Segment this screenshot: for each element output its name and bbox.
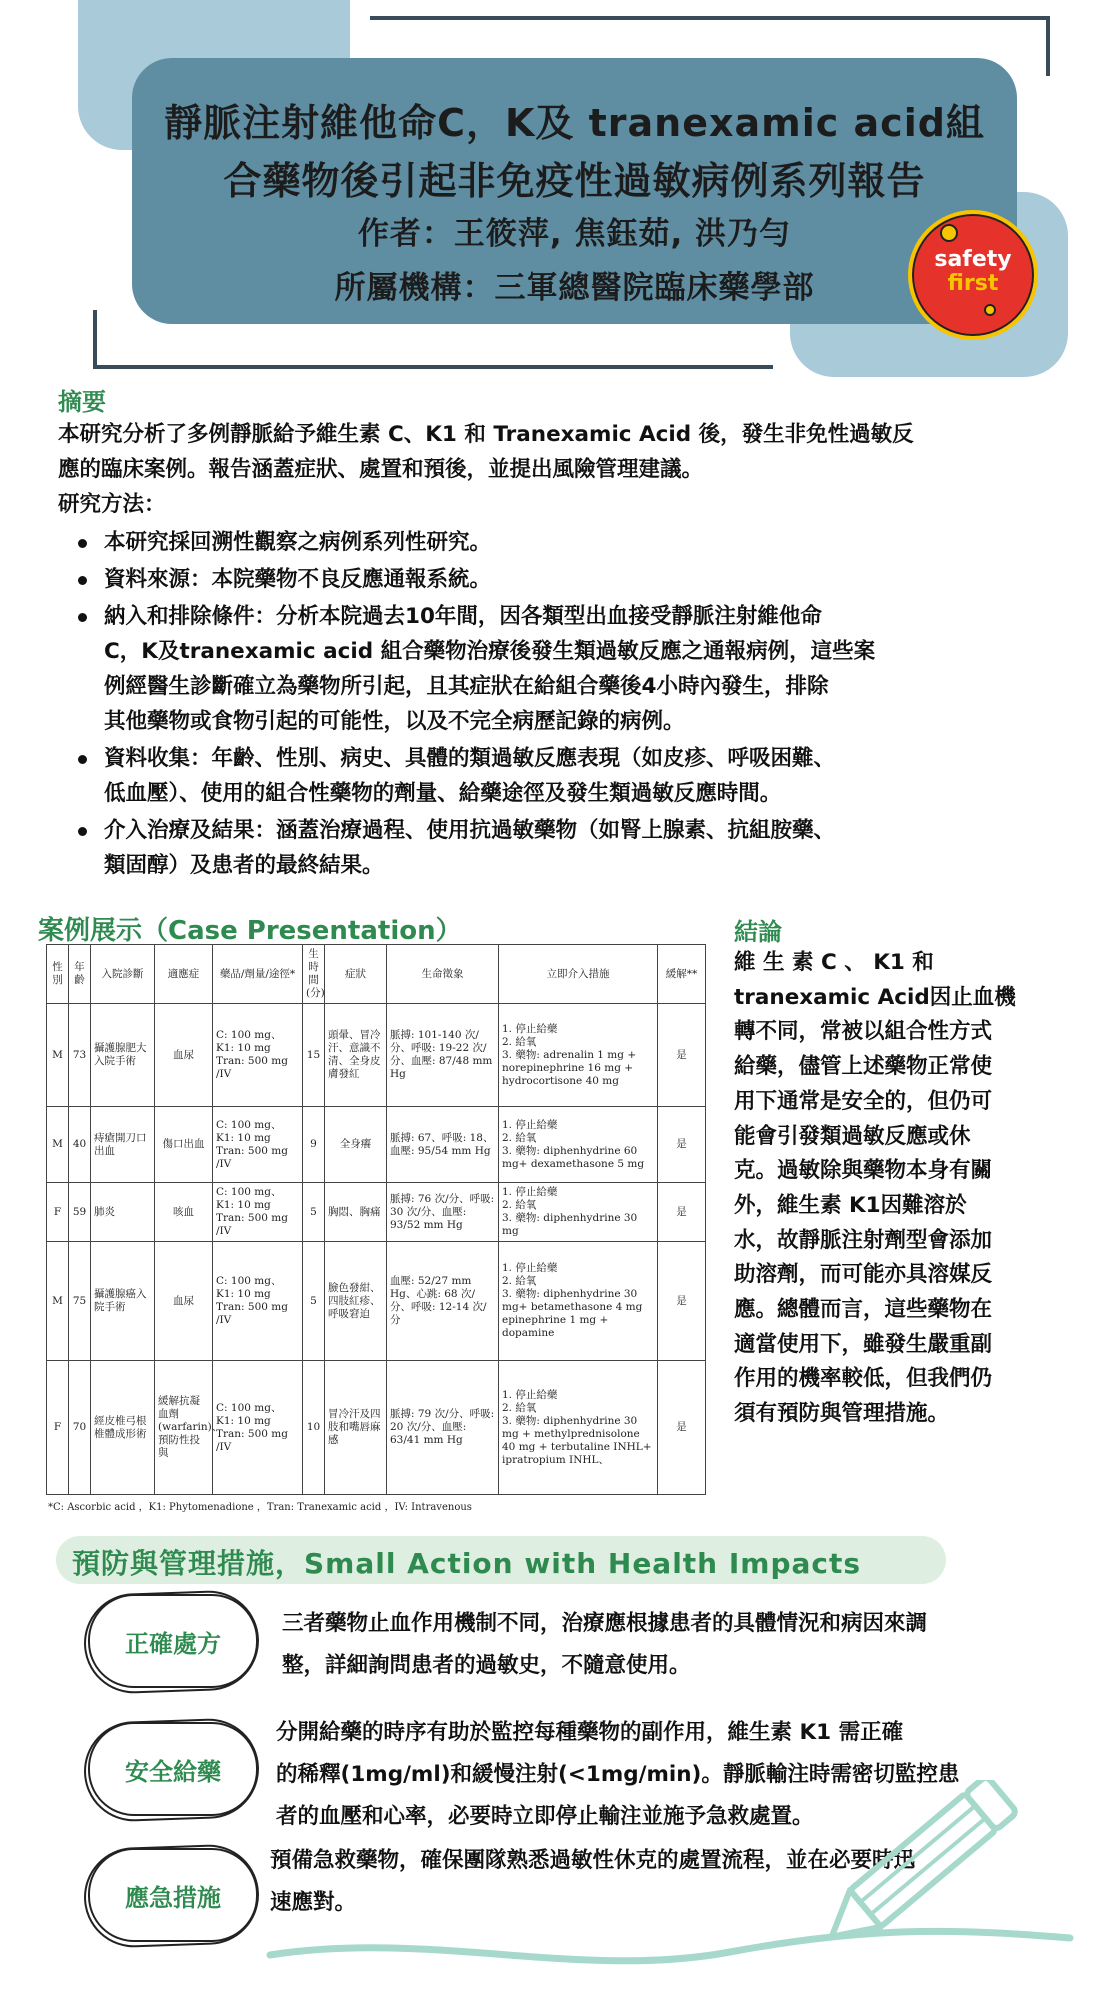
methods-item: 納入和排除條件：分析本院過去10年間，因各類型出血接受靜脈注射維他命 C，K及tranexamic acid 組合藥物治療後發生類過敏反應之通報病例，這些案 例經醫生診斷確立為藥物所引起，且其症狀在給組合藥後4小時內發生，排除 其他藥物或食物引起的可能性，以及不完全病歷記錄的病例。 xyxy=(58,599,1058,739)
badge-line2: first xyxy=(947,271,999,296)
abstract-line: 本研究分析了多例靜脈給予維生素 C、K1 和 Tranexamic Acid 後，發生非免性過敏反 xyxy=(58,422,914,447)
col-header: 症狀 xyxy=(325,945,387,1004)
poster-title-line2: 合藥物後引起非免疫性過敏病例系列報告 xyxy=(223,159,926,203)
frame-line-top xyxy=(370,16,1050,20)
prevention-title: 預防與管理措施，Small Action with Health Impacts xyxy=(72,1547,862,1580)
col-header: 立即介入措施 xyxy=(499,945,658,1004)
table-row: M 73 攝護腺肥大入院手術 血尿 C: 100 mg、K1: 10 mg Tran: 500 mg /IV 15 頭暈、冒冷汗、意識不清、全身皮膚發紅 脈搏: 101-140 次/分、呼吸: 19-22 次/分、血壓: 87/48 mm Hg 1. 停止給藥 2. 給氧 3. 藥物: adrenalin 1 mg + norepinephrine 16 mg + hydrocortisone 40 mg 是 xyxy=(47,1004,706,1107)
pencil-icon xyxy=(250,1780,1080,1980)
col-header: 性別 xyxy=(47,945,69,1004)
col-header: 適應症 xyxy=(155,945,213,1004)
col-header: 緩解** xyxy=(658,945,706,1004)
tag-safe-administration: 安全給藥 xyxy=(88,1722,258,1816)
affiliation: 所屬機構：三軍總醫院臨床藥學部 xyxy=(334,270,815,306)
table-row: M 40 痔瘡開刀口出血 傷口出血 C: 100 mg、K1: 10 mg Tran: 500 mg /IV 9 全身癢 脈搏: 67、呼吸: 18、血壓: 95/54 mm Hg 1. 停止給藥 2. 給氧 3. 藥物: diphenhydrine 60 mg+ dexamethasone 5 mg 是 xyxy=(47,1107,706,1183)
tag-emergency-measures: 應急措施 xyxy=(88,1848,258,1942)
case-title: 案例展示（Case Presentation） xyxy=(38,916,462,946)
abstract-body xyxy=(58,417,1058,883)
prevention-text-3: 預備急救藥物，確保團隊熟悉過敏性休克的處置流程，並在必要時迅 速應對。 xyxy=(270,1848,916,1915)
frame-line-left xyxy=(93,310,97,368)
safety-first-badge-icon xyxy=(908,210,1038,340)
authors: 作者：王筱萍, 焦鈺茹, 洪乃勻 xyxy=(357,216,792,252)
methods-item: 介入治療及結果：涵蓋治療過程、使用抗過敏藥物（如腎上腺素、抗組胺藥、 類固醇）及患者的最終結果。 xyxy=(58,813,1058,883)
header-card xyxy=(132,58,1017,324)
poster-title-line1: 靜脈注射維他命C，K及 tranexamic acid組 xyxy=(164,101,985,145)
abstract-title: 摘要 xyxy=(58,388,106,416)
badge-dot-small-icon xyxy=(984,304,996,316)
conclusion-title: 結論 xyxy=(734,918,782,946)
table-row: F 59 肺炎 咳血 C: 100 mg、K1: 10 mg Tran: 500 mg /IV 5 胸悶、胸痛 脈搏: 76 次/分、呼吸: 30 次/分、血壓: 93/52 mm Hg 1. 停止給藥 2. 給氧 3. 藥物: diphenhydrine 30 mg 是 xyxy=(47,1183,706,1242)
table-row: F 70 經皮椎弓根椎體成形術 緩解抗凝血劑(warfarin)、預防性投與 C: 100 mg、K1: 10 mg Tran: 500 mg /IV 10 冒冷汗及四肢和嘴唇麻感 脈搏: 79 次/分、呼吸: 20 次/分、血壓: 63/41 mm Hg 1. 停止給藥 2. 給氧 3. 藥物: diphenhydrine 30 mg + methylprednisolone 40 mg + terbutaline INHL+ ipratropium INHL、 是 xyxy=(47,1361,706,1495)
col-header: 年齡 xyxy=(69,945,91,1004)
col-header: 藥品/劑量/途徑* xyxy=(213,945,303,1004)
table-row: M 75 攝護腺癌入院手術 血尿 C: 100 mg、K1: 10 mg Tran: 500 mg /IV 5 臉色發紺、四肢紅疹、呼吸窘迫 血壓: 52/27 mm Hg、心跳: 68 次/分、呼吸: 12-14 次/分 1. 停止給藥 2. 給氧 3. 藥物: diphenhydrine 30 mg+ betamethasone 4 mg epinephrine 1 mg + dopamine 是 xyxy=(47,1242,706,1361)
frame-line-right xyxy=(1046,16,1050,76)
prevention-text-2: 分開給藥的時序有助於監控每種藥物的副作用，維生素 K1 需正確 的稀釋(1mg/ml)和緩慢注射(<1mg/min)。靜脈輸注時需密切監控患 者的血壓和心率，必要時立即停止輸注並施予急救處置。 xyxy=(276,1720,960,1829)
badge-dot-icon xyxy=(940,224,958,242)
col-header: 入院診斷 xyxy=(91,945,155,1004)
methods-list xyxy=(58,525,1058,883)
methods-item: 本研究採回溯性觀察之病例系列性研究。 xyxy=(58,525,1058,560)
col-header: 生時間(分) xyxy=(303,945,325,1004)
methods-item: 資料來源：本院藥物不良反應通報系統。 xyxy=(58,562,1058,597)
frame-line-bottom xyxy=(93,365,773,369)
prevention-text-1: 三者藥物止血作用機制不同，治療應根據患者的具體情況和病因來調 整，詳細詢問患者的過敏史，不隨意使用。 xyxy=(282,1611,928,1678)
abstract-line: 研究方法： xyxy=(58,492,166,517)
table-footnote: *C: Ascorbic acid ，K1: Phytomenadione ，Tran: Tranexamic acid ，IV: Intravenous xyxy=(48,1502,472,1513)
conclusion-body: 維 生 素 C 、 K1 和 tranexamic Acid因止血機 轉不同，常被以組合性方式 給藥，儘管上述藥物正常使 用下通常是安全的，但仍可 能會引發類過敏反應或休 克。過敏除與藥物本身有關 外，維生素 K1因難溶於 水，故靜脈注射劑型會添加 助溶劑，而可能亦具溶媒反 應。總體而言，這些藥物在 適當使用下，雖發生嚴重副 作用的機率較低，但我們仍 須有預防與管理措施。 xyxy=(734,950,1016,1427)
tag-correct-prescription: 正確處方 xyxy=(88,1594,258,1688)
methods-item: 資料收集：年齡、性別、病史、具體的類過敏反應表現（如皮疹、呼吸困難、 低血壓）、使用的組合性藥物的劑量、給藥途徑及發生類過敏反應時間。 xyxy=(58,741,1058,811)
table-header-row xyxy=(47,945,706,1004)
case-table xyxy=(46,944,706,1495)
abstract-line: 應的臨床案例。報告涵蓋症狀、處置和預後，並提出風險管理建議。 xyxy=(58,457,704,482)
badge-line1: safety xyxy=(934,247,1012,272)
col-header: 生命徵象 xyxy=(387,945,499,1004)
